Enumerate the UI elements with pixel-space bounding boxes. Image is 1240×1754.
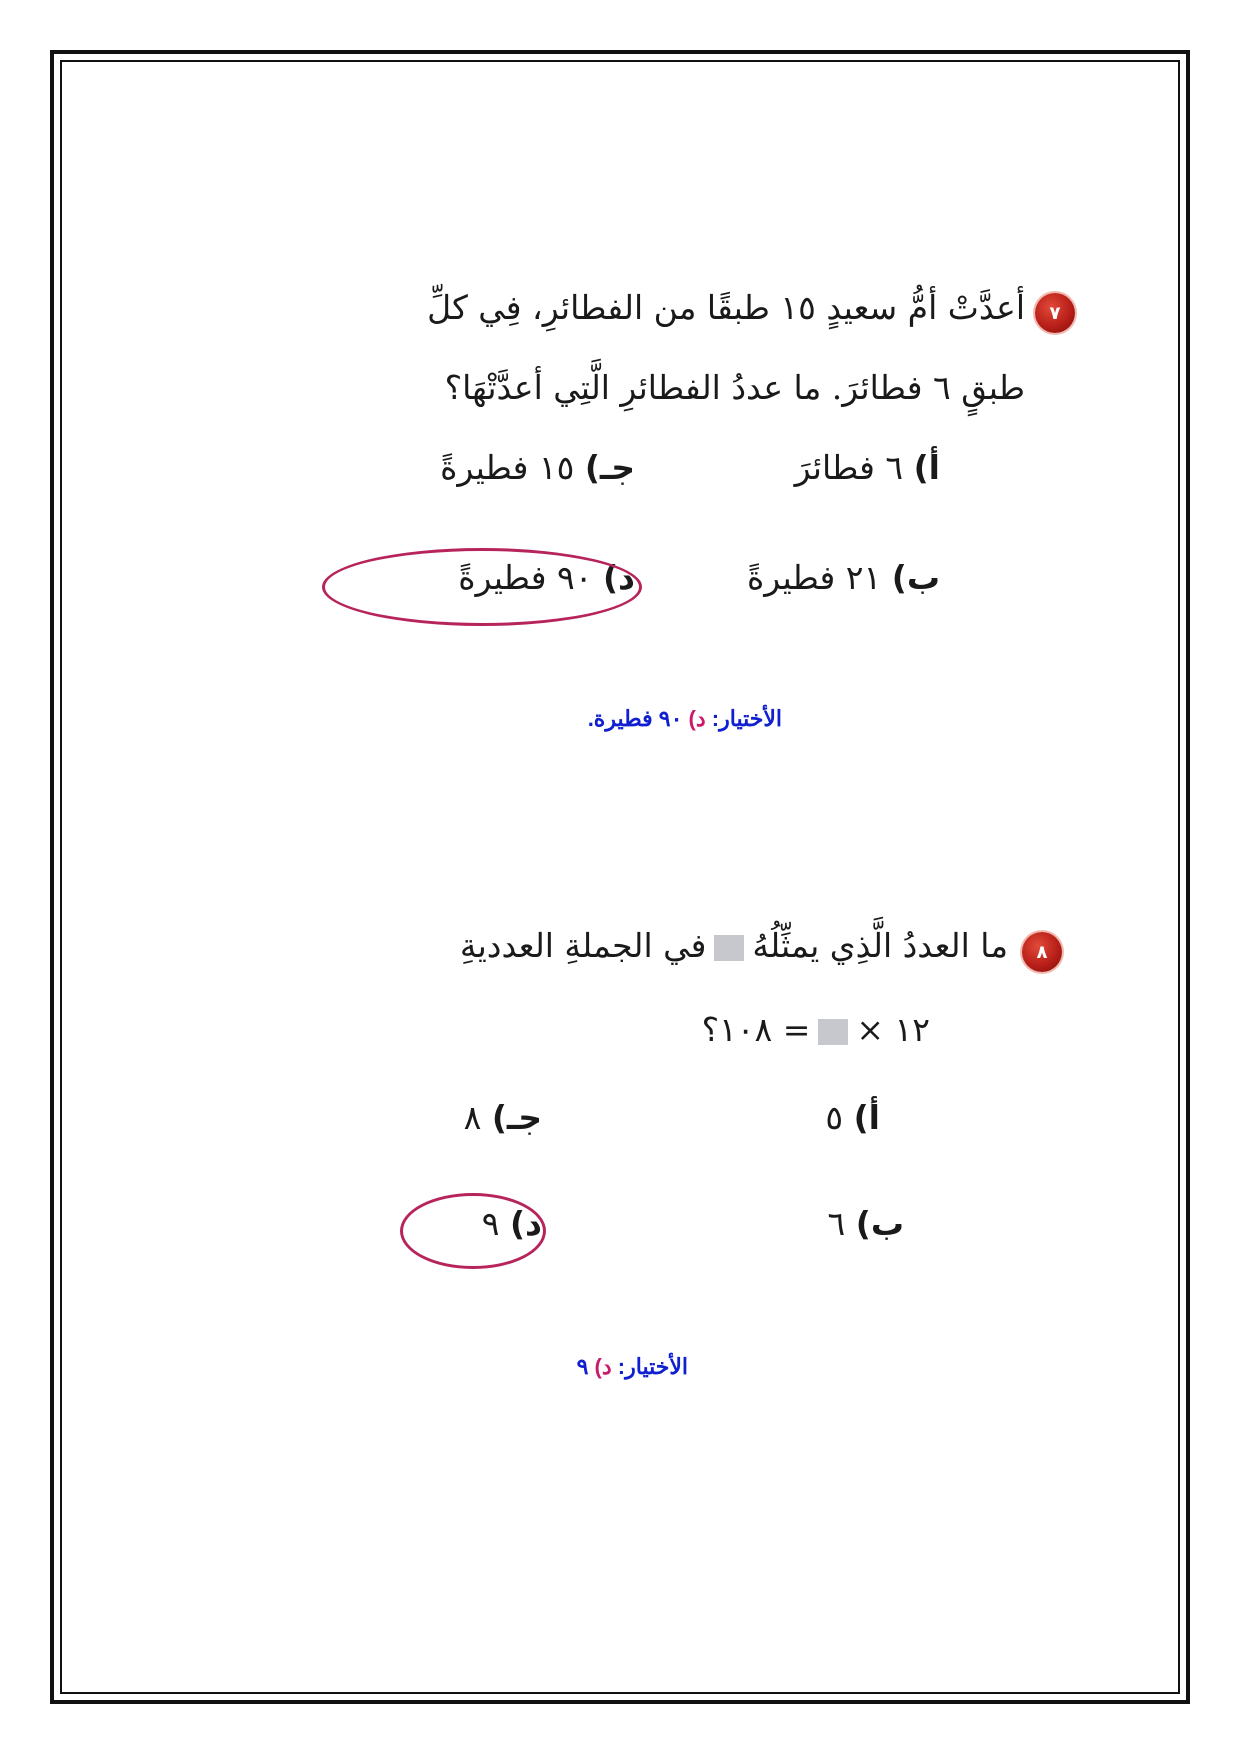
q8-option-a: أ) ٥: [825, 1098, 880, 1137]
q7-option-b: ب) ٢١ فطيرةً: [747, 558, 940, 597]
q8-option-c: جـ) ٨: [463, 1098, 542, 1137]
correct-answer-circle: [400, 1193, 546, 1269]
placeholder-box: [714, 935, 744, 961]
q7-answer: الأختيار: د) ٩٠ فطيرة.: [587, 706, 782, 731]
placeholder-box: [818, 1019, 848, 1045]
question-7-line-2: طبقٍ ٦ فطائرَ. ما عددُ الفطائرِ الَّتِي أعدَّتْهَا؟: [444, 368, 1025, 407]
question-7-line-1: أعدَّتْ أمُّ سعيدٍ ١٥ طبقًا من الفطائرِ، فِي كلِّ: [427, 288, 1025, 327]
q7-option-d: د) ٩٠ فطيرةً: [458, 558, 635, 597]
question-8-line-1: ما العددُ الَّذِي يمثِّلُهُفي الجملةِ العدديةِ: [459, 926, 1008, 965]
question-number-badge: ٨: [1022, 932, 1062, 972]
q8-option-b: ب) ٦: [827, 1204, 904, 1243]
q7-option-a: أ) ٦ فطائرَ: [794, 448, 940, 487]
correct-answer-circle: [322, 548, 642, 626]
q8-answer: الأختيار: د) ٩: [576, 1354, 688, 1379]
question-number-badge: ٧: [1035, 293, 1075, 333]
q7-option-c: جـ) ١٥ فطيرةً: [440, 448, 635, 487]
q8-option-d: د) ٩: [481, 1204, 542, 1243]
question-8-line-2: ١٢ ×= ١٠٨؟: [701, 1010, 930, 1049]
